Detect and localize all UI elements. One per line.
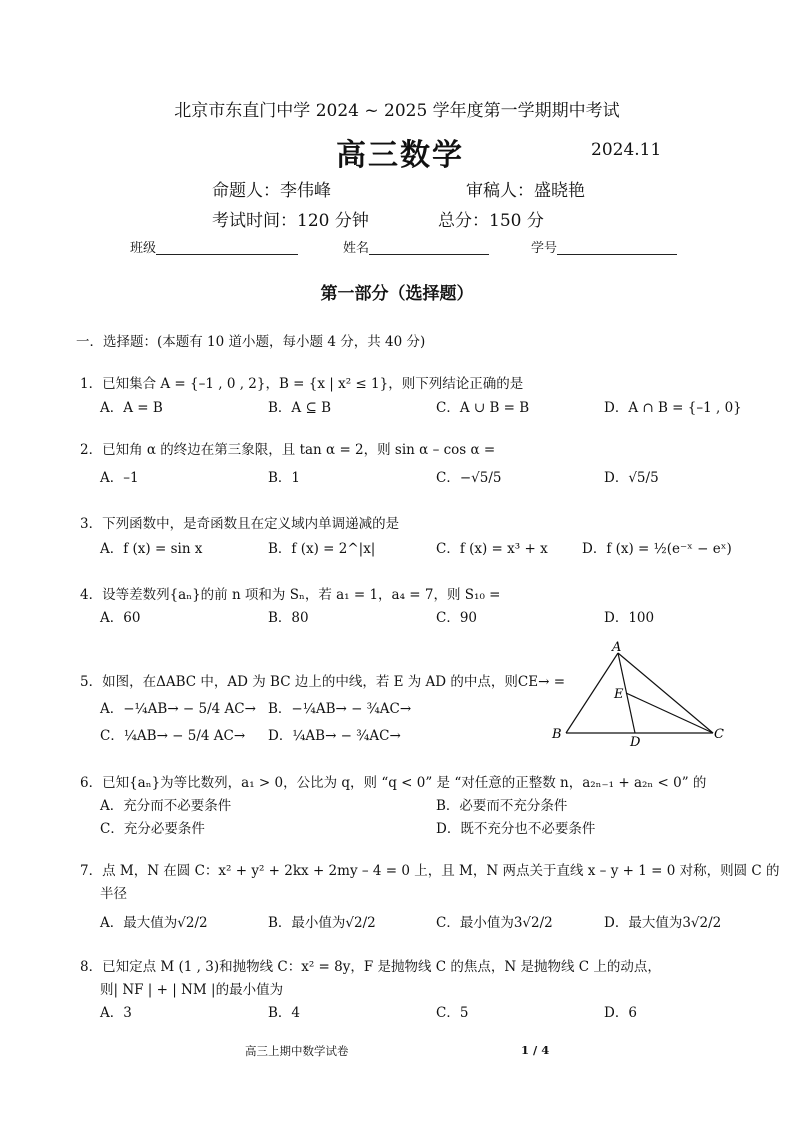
school-title: 北京市东直门中学 2024 ~ 2025 学年度第一学期期中考试 <box>174 101 620 121</box>
q1-option-b[interactable]: B．A ⊆ B <box>268 400 331 416</box>
reviewer-label: 审稿人：盛晓艳 <box>466 181 585 201</box>
question-5-stem: 5．如图，在ΔABC 中，AD 为 BC 边上的中线，若 E 为 AD 的中点，则CE→ = <box>80 674 566 690</box>
name-field[interactable] <box>343 237 489 256</box>
q4-option-c[interactable]: C．90 <box>436 610 478 626</box>
q4-option-d[interactable]: D．100 <box>604 610 655 626</box>
class-label: 班级 <box>130 241 157 256</box>
question-2-stem: 2．已知角 α 的终边在第三象限，且 tan α = 2，则 sin α – cos α = <box>80 442 496 458</box>
q1-option-c[interactable]: C．A ∪ B = B <box>436 400 530 416</box>
q8-option-a[interactable]: A．3 <box>100 1005 132 1021</box>
page-number: 1 / 4 <box>521 1043 550 1057</box>
id-label: 学号 <box>531 241 558 256</box>
q5-option-c[interactable]: C．¼AB→ − 5/4 AC→ <box>100 728 246 744</box>
q2-option-d[interactable]: D．√5/5 <box>604 470 659 486</box>
subject-title: 高三数学 <box>336 138 464 173</box>
triangle-figure <box>548 638 728 750</box>
section-intro: 一．选择题：(本题有 10 道小题，每小题 4 分，共 40 分) <box>76 334 426 350</box>
q7-option-c[interactable]: C．最小值为3√2/2 <box>436 915 553 931</box>
q3-option-a[interactable]: A．f (x) = sin x <box>100 541 203 557</box>
q6-option-a[interactable]: A．充分而不必要条件 <box>100 798 232 814</box>
q8-option-c[interactable]: C．5 <box>436 1005 469 1021</box>
q3-option-b[interactable]: B．f (x) = 2^|x| <box>268 541 376 557</box>
q7-option-a[interactable]: A．最大值为√2/2 <box>100 915 208 931</box>
segment-ab <box>566 653 618 733</box>
question-8-stem-line2: 则| NF | + | NM |的最小值为 <box>100 982 284 998</box>
label-c: C <box>714 727 724 742</box>
label-b: B <box>552 727 562 742</box>
name-label: 姓名 <box>343 241 370 256</box>
q2-option-a[interactable]: A．–1 <box>100 470 139 486</box>
q7-option-b[interactable]: B．最小值为√2/2 <box>268 915 376 931</box>
q3-option-c[interactable]: C．f (x) = x³ + x <box>436 541 548 557</box>
author-label: 命题人：李伟峰 <box>212 181 331 201</box>
q8-option-d[interactable]: D．6 <box>604 1005 637 1021</box>
question-7-stem: 7．点 M，N 在圆 C：x² + y² + 2kx + 2my – 4 = 0 上，且 M，N 两点关于直线 x – y + 1 = 0 对称，则圆 C 的 <box>80 863 780 879</box>
question-1-stem: 1．已知集合 A = {–1 , 0 , 2}，B = {x | x² ≤ 1}，则下列结论正确的是 <box>80 376 524 392</box>
class-blank[interactable] <box>156 240 298 255</box>
part-title: 第一部分（选择题） <box>320 284 474 304</box>
time-label: 考试时间：120 分钟 <box>212 211 369 231</box>
q6-option-b[interactable]: B．必要而不充分条件 <box>436 798 568 814</box>
q6-option-d[interactable]: D．既不充分也不必要条件 <box>436 821 596 837</box>
q4-option-b[interactable]: B．80 <box>268 610 309 626</box>
q2-option-b[interactable]: B．1 <box>268 470 301 486</box>
segment-ce <box>626 693 713 733</box>
question-3-stem: 3．下列函数中，是奇函数且在定义域内单调递减的是 <box>80 516 400 532</box>
label-d: D <box>630 735 641 750</box>
q5-option-b[interactable]: B．−¼AB→ − ¾AC→ <box>268 701 412 717</box>
class-field[interactable] <box>130 237 298 256</box>
question-6-stem: 6．已知{aₙ}为等比数列，a₁ > 0，公比为 q，则 “q < 0” 是 “对任意的正整数 n，a₂ₙ₋₁ + a₂ₙ < 0” 的 <box>80 775 707 791</box>
q5-option-a[interactable]: A．−¼AB→ − 5/4 AC→ <box>100 701 256 717</box>
label-a: A <box>612 640 622 655</box>
q6-option-c[interactable]: C．充分必要条件 <box>100 821 205 837</box>
q5-option-d[interactable]: D．¼AB→ − ¾AC→ <box>268 728 401 744</box>
q3-option-d[interactable]: D．f (x) = ½(e⁻ˣ − eˣ) <box>582 541 732 557</box>
exam-date: 2024.11 <box>591 140 662 160</box>
name-blank[interactable] <box>369 240 489 255</box>
q7-option-d[interactable]: D．最大值为3√2/2 <box>604 915 722 931</box>
score-label: 总分：150 分 <box>438 211 544 231</box>
id-blank[interactable] <box>557 240 677 255</box>
label-e: E <box>614 687 624 702</box>
question-4-stem: 4．设等差数列{aₙ}的前 n 项和为 Sₙ，若 a₁ = 1，a₄ = 7，则 S₁₀ = <box>80 587 501 603</box>
question-7-stem-line2: 半径 <box>100 886 127 902</box>
q4-option-a[interactable]: A．60 <box>100 610 141 626</box>
footer-title: 高三上期中数学试卷 <box>245 1044 349 1058</box>
question-8-stem: 8．已知定点 M (1 , 3)和抛物线 C：x² = 8y，F 是抛物线 C 的焦点，N 是抛物线 C 上的动点， <box>80 959 661 975</box>
q1-option-a[interactable]: A．A = B <box>100 400 163 416</box>
q8-option-b[interactable]: B．4 <box>268 1005 301 1021</box>
id-field[interactable] <box>531 237 677 256</box>
q2-option-c[interactable]: C．−√5/5 <box>436 470 502 486</box>
q1-option-d[interactable]: D．A ∩ B = {–1 , 0} <box>604 400 742 416</box>
